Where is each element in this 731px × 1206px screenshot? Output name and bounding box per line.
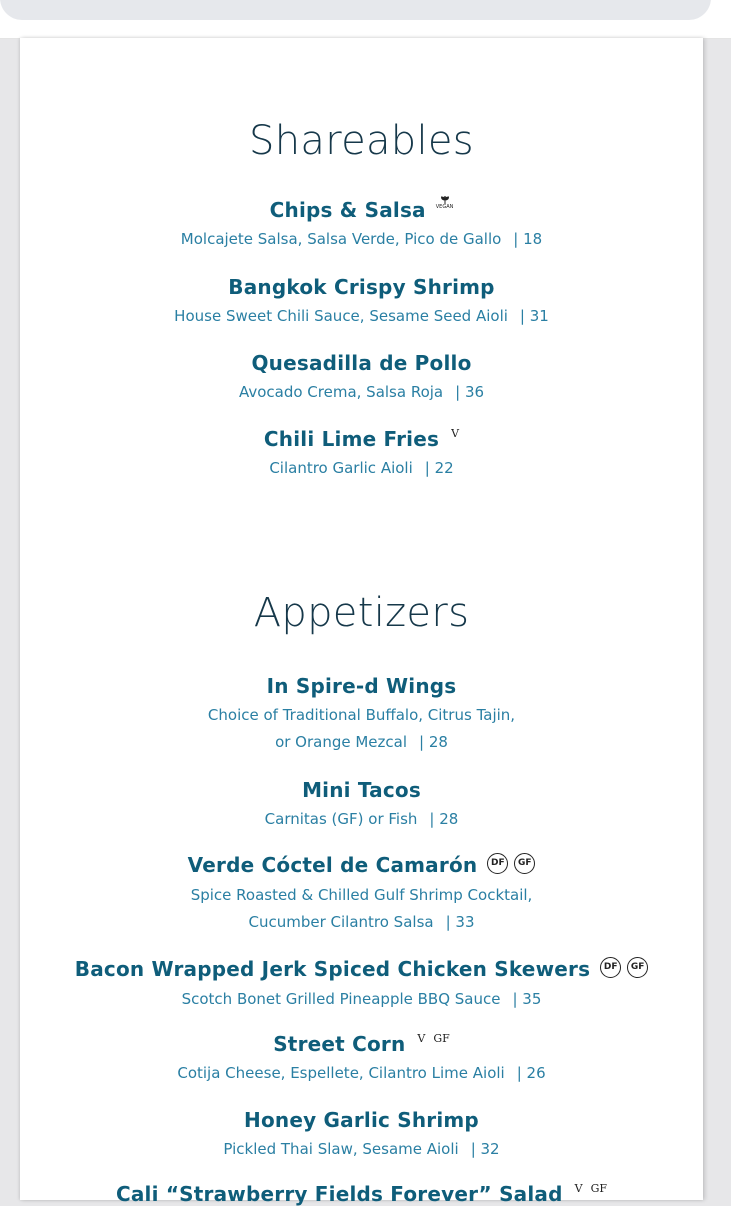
item-description: Choice of Traditional Buffalo, Citrus Tajin, or Orange Mezcal | 28	[207, 706, 516, 751]
gluten-free-icon: GF	[627, 957, 648, 978]
item-price: | 18	[513, 230, 543, 248]
section-title-shareables: Shareables	[249, 118, 474, 164]
item-description: Spice Roasted & Chilled Gulf Shrimp Cocktail, Cucumber Cilantro Salsa | 33	[190, 886, 533, 932]
item-price: | 32	[470, 1140, 500, 1158]
item-name: Chips & Salsa	[269, 198, 426, 222]
browser-toolbar	[0, 0, 731, 39]
item-name: Bangkok Crispy Shrimp	[228, 275, 495, 299]
item-price: | 28	[429, 810, 459, 828]
menu-item	[20, 853, 703, 936]
item-description: Scotch Bonet Grilled Pineapple BBQ Sauce | 35	[181, 990, 542, 1009]
item-price: | 31	[519, 307, 549, 325]
menu-item	[20, 674, 703, 756]
menu-item	[20, 957, 703, 1013]
item-price: | 33	[445, 913, 475, 932]
item-name: Bacon Wrapped Jerk Spiced Chicken Skewers	[74, 957, 591, 981]
item-description: Carnitas (GF) or Fish | 28	[264, 810, 459, 828]
item-description: Cotija Cheese, Espellete, Cilantro Lime Aioli | 26	[177, 1064, 546, 1082]
menu-item	[20, 1108, 703, 1163]
vegetarian-badge: V	[574, 1182, 583, 1195]
item-description: Avocado Crema, Salsa Roja | 36	[238, 383, 485, 401]
menu-item	[20, 427, 703, 482]
dairy-free-icon: DF	[600, 957, 621, 978]
item-description: Molcajete Salsa, Salsa Verde, Pico de Gallo | 18	[180, 230, 543, 248]
item-name: Honey Garlic Shrimp	[244, 1108, 479, 1132]
menu-page	[20, 38, 703, 1206]
item-price: | 36	[455, 383, 485, 401]
item-price: | 22	[424, 459, 454, 477]
menu-item	[20, 1182, 703, 1206]
item-name: Street Corn	[273, 1032, 406, 1056]
menu-item	[20, 778, 703, 833]
item-description: Pickled Thai Slaw, Sesame Aioli | 32	[223, 1140, 500, 1158]
menu-item	[20, 351, 703, 406]
item-name: In Spire-d Wings	[266, 674, 457, 698]
gluten-free-badge: GF	[433, 1032, 450, 1045]
gluten-free-badge: GF	[590, 1182, 608, 1195]
menu-item	[20, 275, 703, 330]
item-price: | 35	[512, 990, 542, 1009]
menu-item	[20, 1032, 703, 1087]
item-description: Cilantro Garlic Aioli | 22	[269, 459, 454, 477]
vegetarian-badge: V	[451, 427, 460, 440]
item-name: Quesadilla de Pollo	[251, 351, 472, 375]
item-price: | 26	[516, 1064, 546, 1082]
item-description: House Sweet Chili Sauce, Sesame Seed Aioli | 31	[174, 307, 549, 325]
item-name: Chili Lime Fries	[263, 427, 440, 451]
vegetarian-badge: V	[417, 1032, 426, 1045]
item-name: Cali “Strawberry Fields Forever” Salad	[115, 1182, 563, 1206]
vegan-icon: VEGAN	[436, 196, 454, 210]
section-title-appetizers: Appetizers	[253, 590, 470, 636]
item-name: Verde Cóctel de Camarón	[187, 853, 478, 877]
item-price: | 28	[419, 733, 448, 751]
item-name: Mini Tacos	[302, 778, 421, 802]
dairy-free-icon: DF	[487, 853, 508, 874]
menu-item	[20, 198, 703, 253]
address-bar[interactable]	[0, 0, 711, 20]
gluten-free-icon: GF	[514, 853, 535, 874]
